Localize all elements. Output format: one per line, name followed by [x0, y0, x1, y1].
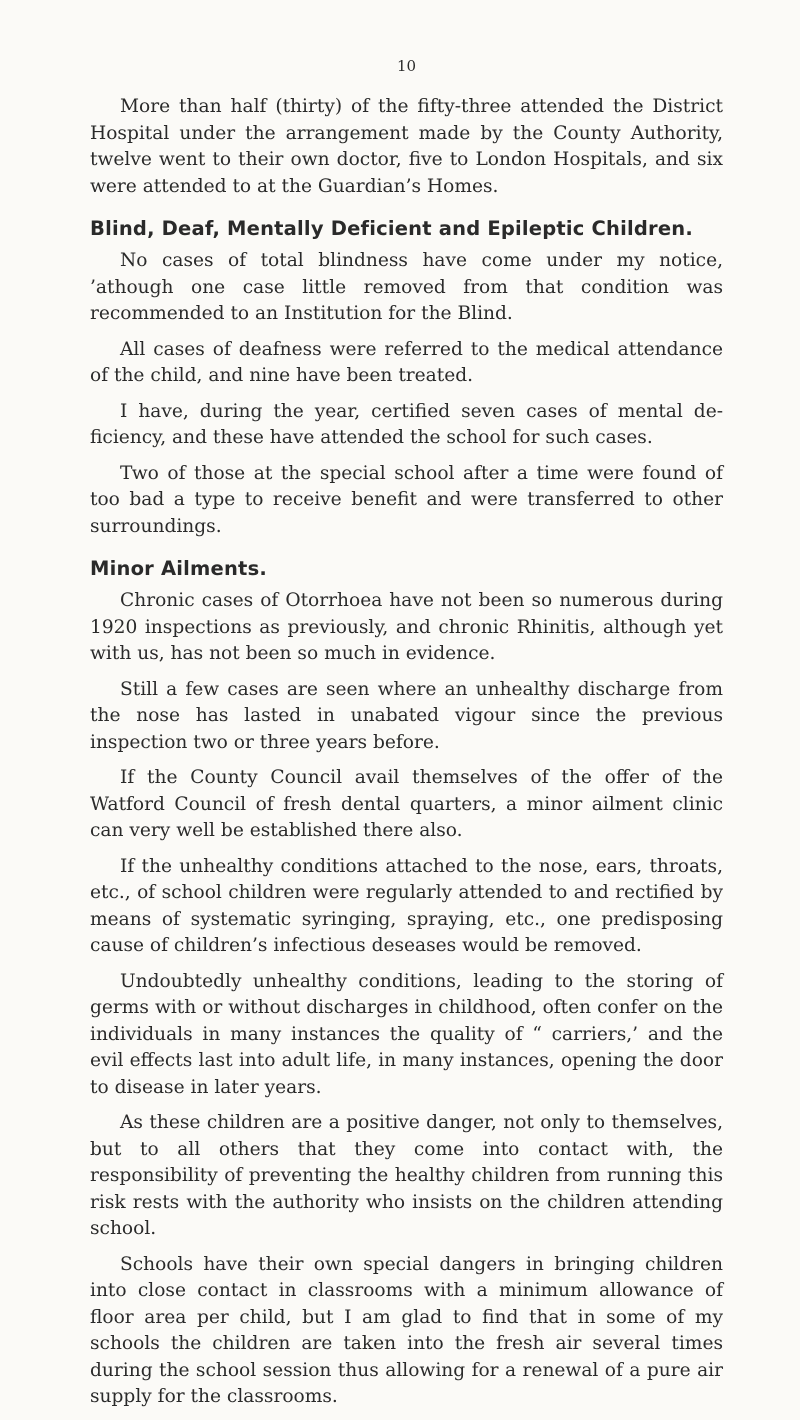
- section-heading-blind-deaf: Blind, Deaf, Mentally Deficient and Epileptic Children.: [90, 217, 693, 240]
- page-number: 10: [396, 57, 417, 75]
- paragraph: All cases of deafness were referred to the medical attendance of the child, and nine have been treated.: [90, 338, 723, 386]
- paragraph: As these children are a positive danger, not only to themselves, but to all others that they come into contact with, the responsibility of preventing the healthy children from running this risk rests with the authority who insists on the children attending school.: [90, 1112, 723, 1239]
- paragraph: More than half (thirty) of the fifty-three attended the District Hospital under the arrangement made by the County Authority, twelve went to their own doctor, five to London Hospitals, and six were attended to at the Guardian’s Homes.: [90, 96, 723, 197]
- paragraph: No cases of total blindness have come under my notice, ’athough one case little removed from that condition was recommended to an Institution for the Blind.: [90, 250, 723, 324]
- paragraph: Two of those at the special school after a time were found of too bad a type to receive benefit and were transferred to other surroundings.: [90, 462, 723, 537]
- paragraph: If the unhealthy conditions attached to the nose, ears, throats, etc., of school children were regularly attended to and rectified by means of systematic syringing, spraying, etc., one predisposing cause of children’s infectious deseases would be removed.: [90, 855, 723, 956]
- section-heading-minor-ailments: Minor Ailments.: [90, 557, 267, 580]
- paragraph: If the County Council avail themselves of the offer of the Watford Council of fresh dental quarters, a minor ailment clinic can very well be established there also.: [90, 767, 723, 841]
- paragraph: Still a few cases are seen where an unhealthy discharge from the nose has lasted in unabated vigour since the previous inspection two or three years before.: [90, 678, 723, 753]
- paragraph: Chronic cases of Otorrhoea have not been so numerous during 1920 inspections as previously, and chronic Rhinitis, although yet with us, has not been so much in evidence.: [90, 590, 723, 664]
- document-page: [90, 0, 723, 1420]
- paragraph: Undoubtedly unhealthy conditions, leading to the storing of germs with or without discharges in childhood, often confer on the individuals in many instances the quality of “ carriers,’ and the evil effects last into adult life, in many instances, opening the door to disease in later years.: [90, 970, 723, 1098]
- paragraph: Schools have their own special dangers in bringing children into close contact in classrooms with a minimum allowance of floor area per child, but I am glad to find that in some of my schools the children are taken into the fresh air several times during the school session thus allowing for a renewal of a pure air supply for the classrooms.: [90, 1253, 723, 1407]
- paragraph: I have, during the year, certified seven cases of mental de-ficiency, and these have attended the school for such cases.: [90, 400, 723, 448]
